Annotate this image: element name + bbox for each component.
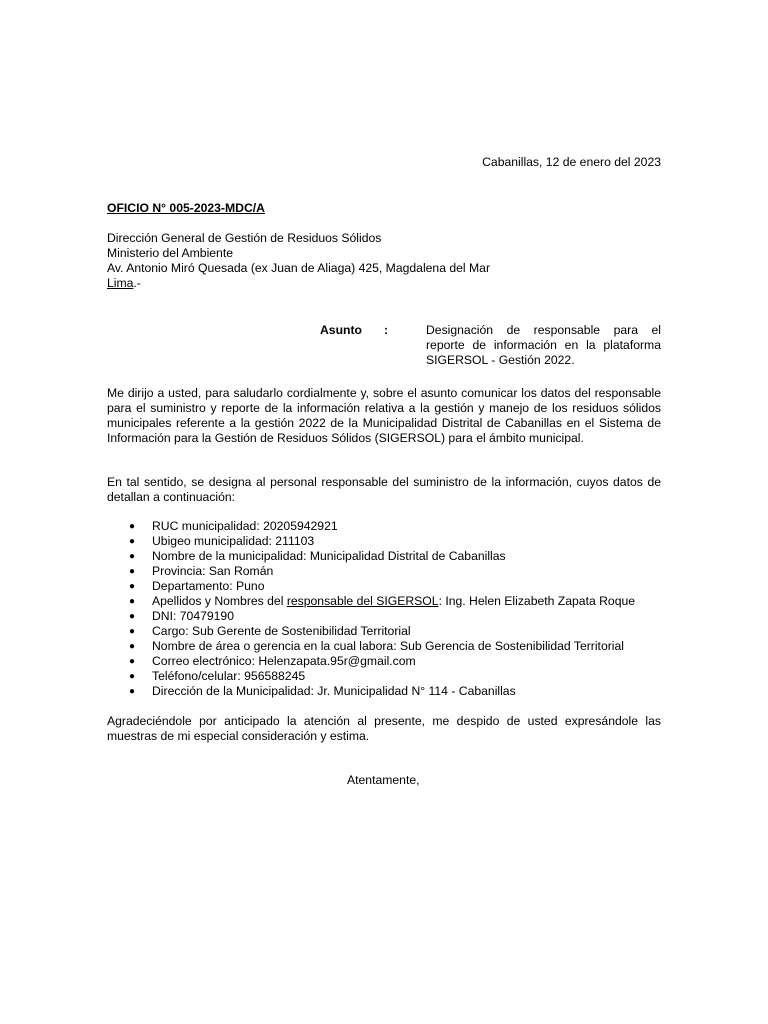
recipient-city: Lima: [107, 276, 134, 290]
bullet-icon: ●: [129, 611, 136, 622]
bullet-icon: ●: [129, 686, 136, 697]
list-item-underlined: responsable del SIGERSOL: [286, 594, 439, 608]
list-item: [107, 549, 635, 564]
list-item: [107, 639, 635, 654]
list-item-text: DNI: 70479190: [152, 609, 234, 623]
oficio-number: OFICIO N° 005-2023-MDC/A: [107, 201, 265, 215]
list-item: [107, 519, 635, 534]
bullet-icon: ●: [129, 626, 136, 637]
body-paragraph-3: Agradeciéndole por anticipado la atención al presente, me despido de usted expresándole las muestras de mi especial consideración y estima.: [107, 714, 661, 743]
list-item-text: Dirección de la Municipalidad: Jr. Municipalidad N° 114 - Cabanillas: [152, 684, 516, 698]
asunto-colon: :: [384, 323, 389, 337]
bullet-icon: ●: [129, 566, 136, 577]
list-item: [107, 564, 635, 579]
list-item-text: Cargo: Sub Gerente de Sostenibilidad Territorial: [152, 624, 411, 638]
date-line: Cabanillas, 12 de enero del 2023: [482, 155, 661, 169]
list-item: [107, 684, 635, 699]
asunto-text: Designación de responsable para el reporte de información en la plataforma SIGERSOL - Gestión 2022.: [426, 323, 661, 367]
body-paragraph-2: En tal sentido, se designa al personal responsable del suministro de la información, cuyos datos de detallan a continuación:: [107, 475, 661, 504]
bullet-icon: ●: [129, 641, 136, 652]
list-item: [107, 594, 635, 609]
list-item-text: Ubigeo municipalidad: 211103: [152, 534, 315, 548]
responsible-data-list: [107, 519, 635, 699]
recipient-line-3: Av. Antonio Miró Quesada (ex Juan de Aliaga) 425, Magdalena del Mar: [107, 261, 491, 275]
list-item: [107, 654, 635, 669]
list-item: [107, 534, 635, 549]
bullet-icon: ●: [129, 656, 136, 667]
bullet-icon: ●: [129, 521, 136, 532]
bullet-icon: ●: [129, 551, 136, 562]
list-item: [107, 624, 635, 639]
list-item-text: Nombre de la municipalidad: Municipalidad Distrital de Cabanillas: [152, 549, 506, 563]
list-item-text: Teléfono/celular: 956588245: [152, 669, 306, 683]
bullet-icon: ●: [129, 596, 136, 607]
recipient-city-line: [107, 276, 490, 291]
recipient-city-suffix: .-: [133, 276, 141, 290]
bullet-icon: ●: [129, 536, 136, 547]
asunto-label: Asunto: [320, 323, 362, 337]
list-item: [107, 609, 635, 624]
recipient-block: [107, 231, 490, 291]
list-item-text: Provincia: San Román: [152, 564, 274, 578]
list-item-text-post: : Ing. Helen Elizabeth Zapata Roque: [438, 594, 636, 608]
list-item-text: Nombre de área o gerencia en la cual labora: Sub Gerencia de Sostenibilidad Territorial: [152, 639, 624, 653]
closing-salutation: Atentamente,: [347, 773, 420, 787]
list-item-text: Correo electrónico: Helenzapata.95r@gmail.com: [152, 654, 416, 668]
bullet-icon: ●: [129, 581, 136, 592]
bullet-icon: ●: [129, 671, 136, 682]
list-item: [107, 669, 635, 684]
list-item: [107, 579, 635, 594]
list-item-text: RUC municipalidad: 20205942921: [152, 519, 338, 533]
recipient-line-2: Ministerio del Ambiente: [107, 246, 233, 260]
list-item-text-pre: Apellidos y Nombres del: [152, 594, 287, 608]
recipient-line-1: Dirección General de Gestión de Residuos Sólidos: [107, 231, 382, 245]
list-item-text: Departamento: Puno: [152, 579, 265, 593]
body-paragraph-1: Me dirijo a usted, para saludarlo cordialmente y, sobre el asunto comunicar los datos del responsable para el suministro y reporte de la información relativa a la gestión y manejo de los residuos sólidos municipales referente a la gestión 2022 de la Municipalidad Distrital de Cabanillas en el Sistema de Información para la Gestión de Residuos Sólidos (SIGERSOL) para el ámbito municipal.: [107, 386, 661, 445]
